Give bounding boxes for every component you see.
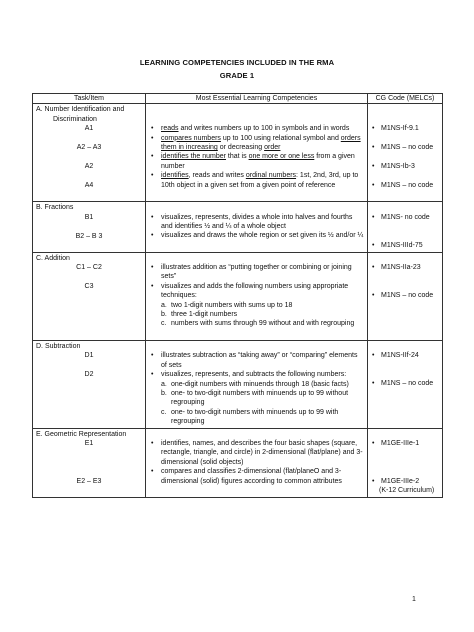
competency-item: • visualizes, represents, and subtracts the following numbers: [149,370,364,379]
section-a-label: A. Number Identification and [36,106,125,114]
sub-item: b. one- to two-digit numbers with minuends up to 99 without regrouping [161,390,349,407]
competency-item: • identifies the number that is one more or one less from a given number [149,152,364,171]
section-b-row [33,202,443,252]
section-e-row [33,428,443,497]
competency-item: • illustrates subtraction as “taking away” or “comparing” elements of sets [149,351,364,370]
sub-item: c. numbers with sums through 99 without and with regrouping [161,320,355,328]
cg-code: • M1NS – no code [371,291,439,300]
sub-item: c. one- to two-digit numbers with minuends up to 99 with regrouping [161,408,339,426]
document-title: LEARNING COMPETENCIES INCLUDED IN THE RMA [139,58,335,67]
item-b1: B1 [84,213,94,221]
competency-item: • reads and writes numbers up to 100 in symbols and in words [149,124,364,133]
cg-code: • M1GE-IIIe-1 [371,439,439,477]
section-c-competencies [146,252,368,340]
section-d-cg [368,341,443,429]
header-task: Task/Item [33,94,146,104]
section-e-cg [368,428,443,497]
section-d-competencies [146,341,368,429]
cg-code: • M1NS – no code [371,181,439,190]
item-a2-a3: A2 – A3 [76,144,102,152]
section-a-cg [368,104,443,202]
competency-item: • compares and classifies 2-dimensional (flat/planeO and 3-dimensional (solid) figures according to common attributes [149,467,364,486]
item-c1-c2: C1 – C2 [76,264,102,272]
sub-item: b. three 1-digit numbers [161,311,238,319]
item-e1: E1 [84,440,94,448]
item-a4: A4 [84,182,94,190]
cg-note: (K-12 Curriculum) [379,487,435,495]
competency-item: • compares numbers up to 100 using relational symbol and orders them in increasing or decreasing order [149,134,364,153]
cg-code: • M1NS-Ib-3 [371,162,439,181]
section-b-task [33,202,146,252]
competency-item: • identifies, reads and writes ordinal numbers: 1st, 2nd, 3rd, up to 10th object in a given set from a given point of reference [149,171,364,190]
cg-code: • M1GE-IIIe-2 [371,477,439,486]
competency-item: • visualizes and draws the whole region or set given its ½ and/or ¼ [149,231,364,240]
item-e2-e3: E2 – E3 [76,478,102,486]
section-e-task [33,428,146,497]
page-number: 1 [412,596,416,603]
item-d2: D2 [84,371,94,379]
section-e-label: E. Geometric Representation [36,430,127,438]
item-a2: A2 [84,163,94,171]
cg-code: • M1NS-If-9.1 [371,124,439,143]
section-a-competencies [146,104,368,202]
competency-item: • visualizes, represents, divides a whole into halves and fourths and identifies ½ and ¼ of a whole object [149,213,364,232]
grade-subtitle: GRADE 1 [219,71,255,80]
section-b-competencies [146,202,368,252]
sub-item: a. one-digit numbers with minuends through 18 (basic facts) [161,380,349,388]
section-b-label: B. Fractions [36,204,74,212]
cg-code: • M1NS-IIId-75 [371,241,439,250]
item-c3: C3 [84,283,94,291]
cg-code: • M1NS-IIf-24 [371,351,439,379]
section-c-label: C. Addition [36,254,70,262]
section-d-label: D. Subtraction [36,343,81,351]
section-c-row [33,252,443,340]
header-competencies: Most Essential Learning Competencies [146,94,368,104]
sub-item: a. two 1-digit numbers with sums up to 18 [161,301,293,309]
item-d1: D1 [84,352,94,360]
cg-code: • M1NS-IIa-23 [371,263,439,291]
section-c-cg [368,252,443,340]
competency-item: • identifies, names, and describes the four basic shapes (square, rectangle, triangle, and circle) in 2-dimensional (flat/plane) and 3-dimensional (solid objects) [149,439,364,467]
competencies-table [32,93,443,498]
section-c-task [33,252,146,340]
section-b-cg [368,202,443,252]
section-d-row [33,341,443,429]
item-b2-b3: B2 – B 3 [75,232,103,240]
cg-code: • M1NS – no code [371,143,439,162]
header-cg-code: CG Code (MELCs) [368,94,443,104]
section-e-competencies [146,428,368,497]
section-d-task [33,341,146,429]
item-a1: A1 [84,125,94,133]
cg-code: • M1NS – no code [371,379,439,388]
section-a-label2: Discrimination [53,115,97,123]
section-a-task [33,104,146,202]
competency-item: • visualizes and adds the following numbers using appropriate techniques: [149,282,364,301]
competency-item: • illustrates addition as “putting together or combining or joining sets” [149,263,364,282]
table-header-row [33,94,443,104]
cg-code: • M1NS- no code [371,213,439,241]
section-a-row [33,104,443,202]
